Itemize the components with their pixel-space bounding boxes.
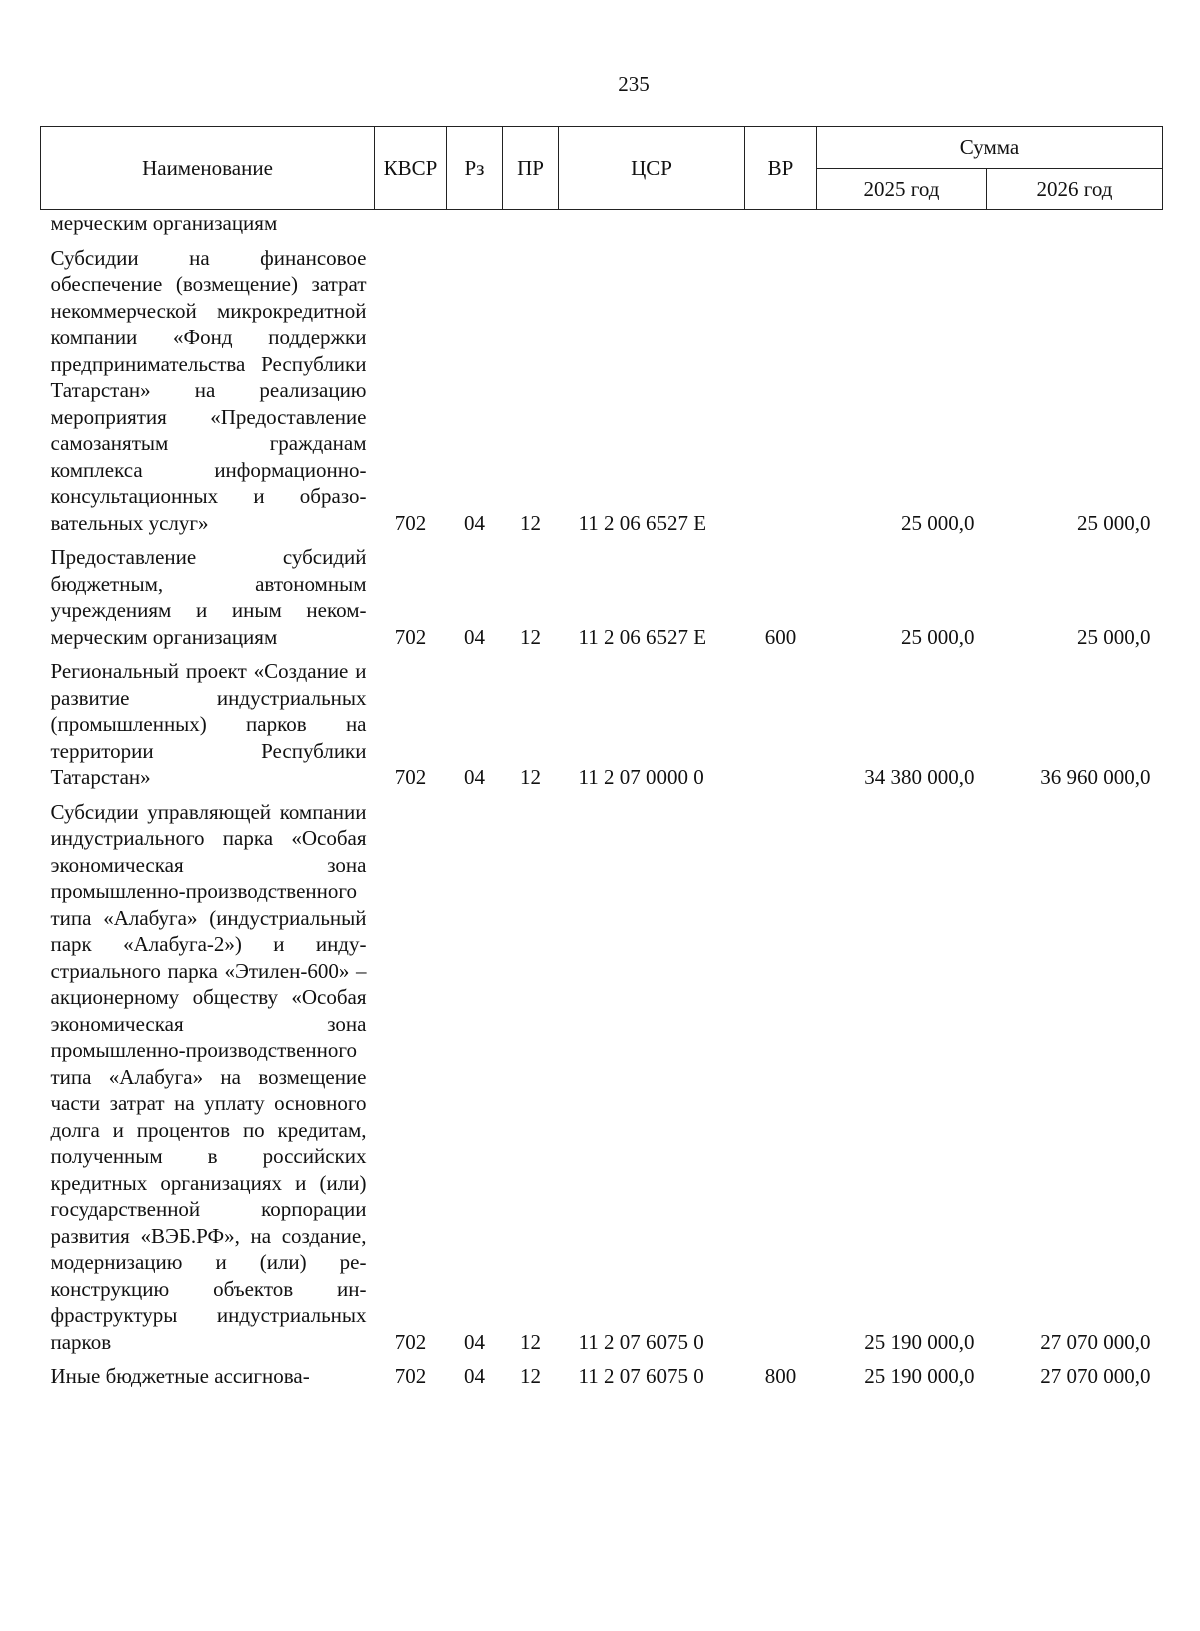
table-row [41,791,1163,1356]
row-rz [447,210,503,237]
row-csr: 11 2 07 0000 0 [578,765,704,789]
table-row [41,210,1163,237]
row-csr: 11 2 07 6075 0 [578,1364,704,1388]
row-name: Иные бюджетные ассигнова- [50,1364,310,1388]
row-pr: 12 [520,765,541,789]
header-sum: Сумма [817,127,1163,169]
row-kvsr: 702 [394,510,427,535]
row-pr: 12 [520,624,541,649]
row-csr: 11 2 07 6075 0 [578,1329,704,1354]
row-amount-2026: 27 070 000,0 [1040,1329,1151,1354]
row-amount-2026: 27 070 000,0 [1040,1364,1151,1388]
row-rz: 04 [464,510,485,535]
header-csr: ЦСР [559,127,745,210]
table-header [41,127,1163,210]
header-year-2026: 2026 год [987,168,1163,210]
row-vr: 600 [764,624,797,649]
page-number: 235 [618,72,650,96]
table-row [41,237,1163,537]
row-rz: 04 [464,624,485,649]
row-amount-2026: 25 000,0 [1077,510,1151,535]
budget-table [40,126,1163,1390]
row-kvsr: 702 [394,765,427,789]
header-rz: Рз [447,127,503,210]
row-pr: 12 [520,1329,541,1354]
row-csr: 11 2 06 6527 Е [578,624,707,649]
row-pr [503,210,559,237]
header-kvsr: КВСР [375,127,447,210]
row-amount-2026: 25 000,0 [1077,624,1151,649]
row-amount-2025: 34 380 000,0 [864,765,975,789]
row-amount-2026: 36 960 000,0 [1040,765,1151,789]
row-rz: 04 [464,765,485,789]
row-vr [745,210,817,237]
row-name: Региональный проект «Создание и развитие индустриальных (промышленных) парков на территории Республики Татарстан» [50,659,367,789]
row-vr: 800 [764,1364,797,1388]
row-csr [559,210,745,237]
row-pr: 12 [520,1364,541,1388]
header-pr: ПР [503,127,559,210]
row-vr [745,650,817,791]
row-kvsr: 702 [394,1364,427,1388]
row-name: Предоставление субсидий бюджетным, автономным учреждениям и иным некоммерческим организациям [50,545,367,649]
row-amount-2025: 25 000,0 [901,624,975,649]
row-vr [745,791,817,1356]
row-csr: 11 2 06 6527 Е [578,510,707,535]
row-rz: 04 [464,1329,485,1354]
table-row [41,536,1163,650]
header-year-2025: 2025 год [817,168,987,210]
row-amount-2026 [987,210,1163,237]
row-amount-2025: 25 190 000,0 [864,1364,975,1388]
row-kvsr: 702 [394,1329,427,1354]
header-name: Наименование [41,127,375,210]
row-kvsr [375,210,447,237]
row-amount-2025: 25 190 000,0 [864,1329,975,1354]
row-name: мерческим организациям [50,211,278,235]
table-row [41,1355,1163,1390]
row-pr: 12 [520,510,541,535]
row-name: Субсидии на финансовое обеспечение (возмещение) затрат некоммерческой микрокредитной компании «Фонд поддержки предпринимательства Республики Татарстан» на реализацию мероприятия «Предоставление самозанятым гражданам комплекса информационно-консультационных и образовательных услуг» [50,245,367,535]
table-row [41,650,1163,791]
row-rz: 04 [464,1364,485,1388]
row-kvsr: 702 [394,624,427,649]
row-name: Субсидии управляющей компании индустриального парка «Особая экономическая зона промышленно-производственного типа «Алабуга» (индустриальный парк «Алабуга-2») и индустриального парка «Этилен-600» – акционерному обществу «Особая экономическая зона промышленно-производственного типа «Алабуга» на возмещение части затрат на уплату основного долга и процентов по кредитам, полученным в российских кредитных организациях и (или) государственной корпорации развития «ВЭБ.РФ», на создание, модернизацию и (или) реконструкцию объектов инфраструктуры индустриальных парков [50,799,367,1354]
header-vr: ВР [745,127,817,210]
table-body [41,210,1163,1390]
row-amount-2025 [817,210,987,237]
row-amount-2025: 25 000,0 [901,510,975,535]
row-vr [745,237,817,537]
